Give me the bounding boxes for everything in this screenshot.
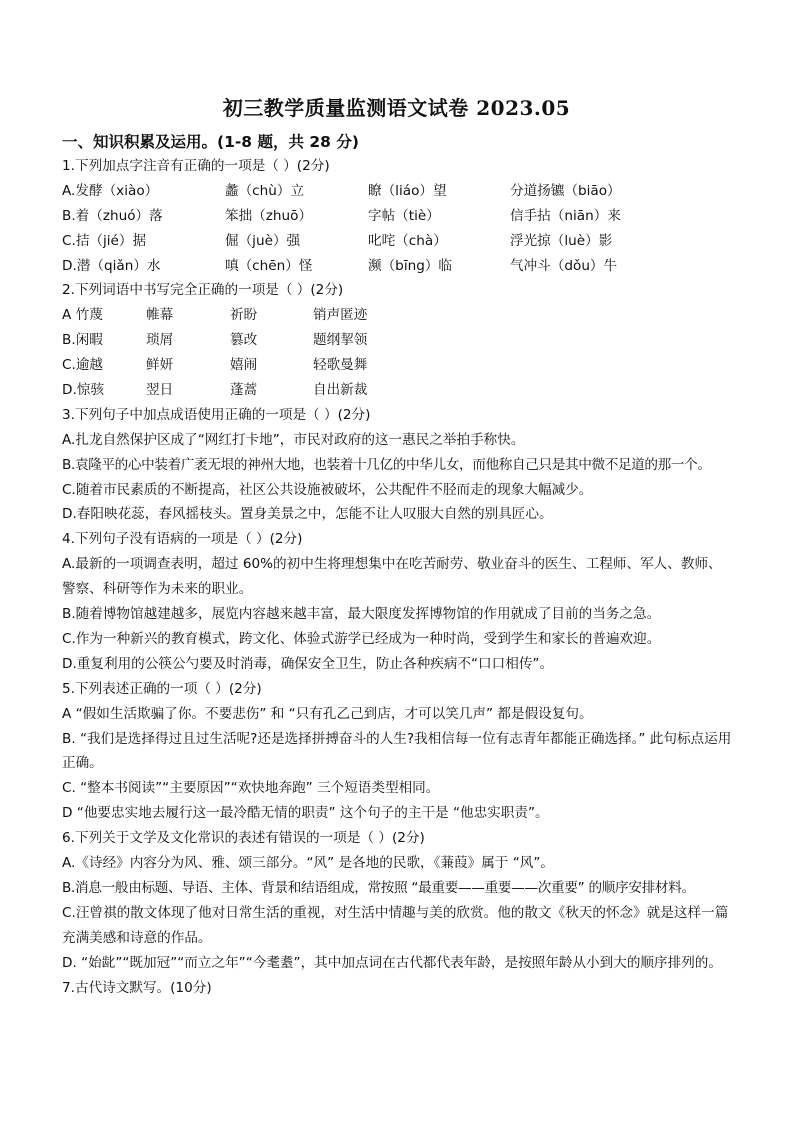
option-cell: 叱咤（chà） (368, 232, 447, 249)
q6-option-a: A.《诗经》内容分为风、雅、颂三部分。“风” 是各地的民歌，《蒹葭》属于 “风”。 (62, 855, 554, 871)
option-cell: 销声匿迹 (313, 307, 368, 324)
option-cell: 祈盼 (230, 307, 258, 324)
option-cell: D.惊骇 (62, 382, 104, 399)
q3-option-b: B.袁隆平的心中装着广袤无垠的神州大地，也装着十几亿的中华儿女，而他称自己只是其中微不足道的那一个。 (62, 456, 711, 473)
exam-body (62, 154, 734, 1000)
q5-stem: 5.下列表述正确的一项（ ）(2分) (62, 680, 262, 697)
option-cell: 自出新裁 (313, 382, 368, 399)
q3-option-d: D.春阳映花蕊，春风摇枝头。置身美景之中，怎能不让人叹服大自然的别具匠心。 (62, 506, 553, 523)
option-cell: 轻歌曼舞 (313, 357, 368, 374)
option-cell: 倔（juè）强 (225, 232, 301, 249)
option-cell: C.拮（jié）据 (62, 232, 147, 249)
option-cell: 信手拈（niān）来 (510, 207, 621, 224)
q4-option-b: B.随着博物馆越建越多，展览内容越来越丰富，最大限度发挥博物馆的作用就成了目前的当务之急。 (62, 606, 661, 623)
option-cell: B.着（zhuó）落 (62, 207, 163, 224)
q5-option-a: A “假如生活欺骗了你。不要悲伤” 和 “只有孔乙己到店，才可以笑几声” 都是假设复句。 (62, 705, 593, 722)
q1-stem: 1.下列加点字注音有正确的一项是（ ）(2分) (62, 158, 330, 174)
q6-option-d: D. “始龀”“既加冠”“而立之年”“今耄耋”，其中加点词在古代都代表年龄，是按照年龄从小到大的顺序排列的。 (62, 954, 722, 971)
q5-option-b: B. “我们是选择得过且过生活呢?还是选择拼搏奋斗的人生?我相信每一位有志青年都能正确选择。” 此句标点运用正确。 (62, 730, 732, 772)
q2-option-row (62, 378, 734, 403)
option-cell: 蠡（chù）立 (225, 182, 305, 199)
q3-option-c: C.随着市民素质的不断提高，社区公共设施被破坏，公共配件不胫而走的现象大幅减少。 (62, 481, 593, 498)
q5-option-c: C. “整本书阅读”“主要原因”“欢快地奔跑” 三个短语类型相同。 (62, 780, 440, 797)
option-cell: A 竹蔑 (62, 307, 103, 324)
q3-stem: 3.下列句子中加点成语使用正确的一项是（ ）(2分) (62, 406, 371, 423)
q5-option-d: D “他要忠实地去履行这一最冷酷无情的职责” 这个句子的主干是 “他忠实职责”。 (62, 805, 549, 822)
q1-option-row (62, 179, 734, 204)
q4-option-d: D.重复利用的公筷公勺要及时消毒，确保安全卫生，防止各种疾病不“口口相传”。 (62, 655, 554, 672)
option-cell: 蓬蒿 (230, 382, 258, 399)
section-heading: 一、知识积累及运用。(1-8 题，共 28 分) (62, 133, 359, 151)
option-cell: 翌日 (146, 382, 174, 399)
q6-option-b: B.消息一般由标题、导语、主体、背景和结语组成，常按照 “最重要——重要——次重要” 的顺序安排材料。 (62, 879, 695, 896)
q4-stem: 4.下列句子没有语病的一项是（ ）(2分) (62, 531, 303, 548)
q1-option-row (62, 204, 734, 229)
q6-option-c: C.汪曾祺的散文体现了他对日常生活的重视，对生活中情趣与美的欣赏。他的散文《秋天的怀念》就是这样一篇充满美感和诗意的作品。 (62, 904, 729, 946)
q2-option-row (62, 328, 734, 353)
option-cell: 气冲斗（dǒu）牛 (510, 257, 618, 274)
q4-option-c: C.作为一种新兴的教育模式，跨文化、体验式游学已经成为一种时尚，受到学生和家长的普遍欢迎。 (62, 630, 661, 647)
option-cell: 嗔（chēn）怪 (225, 257, 313, 274)
option-cell: 濒（bīng）临 (368, 257, 453, 274)
q4-option-a: A.最新的一项调查表明，超过 60%的初中生将理想集中在吃苦耐劳、敬业奋斗的医生、工程师、军人、教师、警察、科研等作为未来的职业。 (62, 556, 722, 598)
option-cell: 浮光掠（luè）影 (510, 232, 613, 249)
exam-title: 初三教学质量监测语文试卷 2023.05 (222, 96, 571, 120)
q3-option-a: A.扎龙自然保护区成了“网红打卡地”，市民对政府的这一惠民之举拍手称快。 (62, 431, 525, 448)
option-cell: 鲜妍 (146, 357, 174, 374)
option-cell: 琐屑 (146, 332, 174, 349)
q1-option-row (62, 254, 734, 279)
q7-stem: 7.古代诗文默写。(10分) (62, 979, 212, 996)
q2-option-row (62, 303, 734, 328)
q2-stem: 2.下列词语中书写完全正确的一项是（ ）(2分) (62, 282, 344, 299)
option-cell: A.发酵（xiào） (62, 182, 159, 199)
q1-option-row (62, 229, 734, 254)
option-cell: 字帖（tiè） (368, 207, 440, 224)
option-cell: 题纲挈领 (313, 332, 368, 349)
option-cell: 笨拙（zhuō） (225, 207, 313, 224)
option-cell: C.逾越 (62, 357, 104, 374)
option-cell: D.潜（qiǎn）水 (62, 257, 161, 274)
q2-option-row (62, 353, 734, 378)
option-cell: 帷幕 (146, 307, 174, 324)
q6-stem: 6.下列关于文学及文化常识的表述有错误的一项是（ ）(2分) (62, 830, 425, 847)
option-cell: 篡改 (230, 332, 258, 349)
option-cell: B.闲暇 (62, 332, 103, 349)
option-cell: 分道扬镳（biāo） (510, 182, 621, 199)
option-cell: 嬉闹 (230, 357, 258, 374)
option-cell: 瞭（liáo）望 (368, 182, 447, 199)
